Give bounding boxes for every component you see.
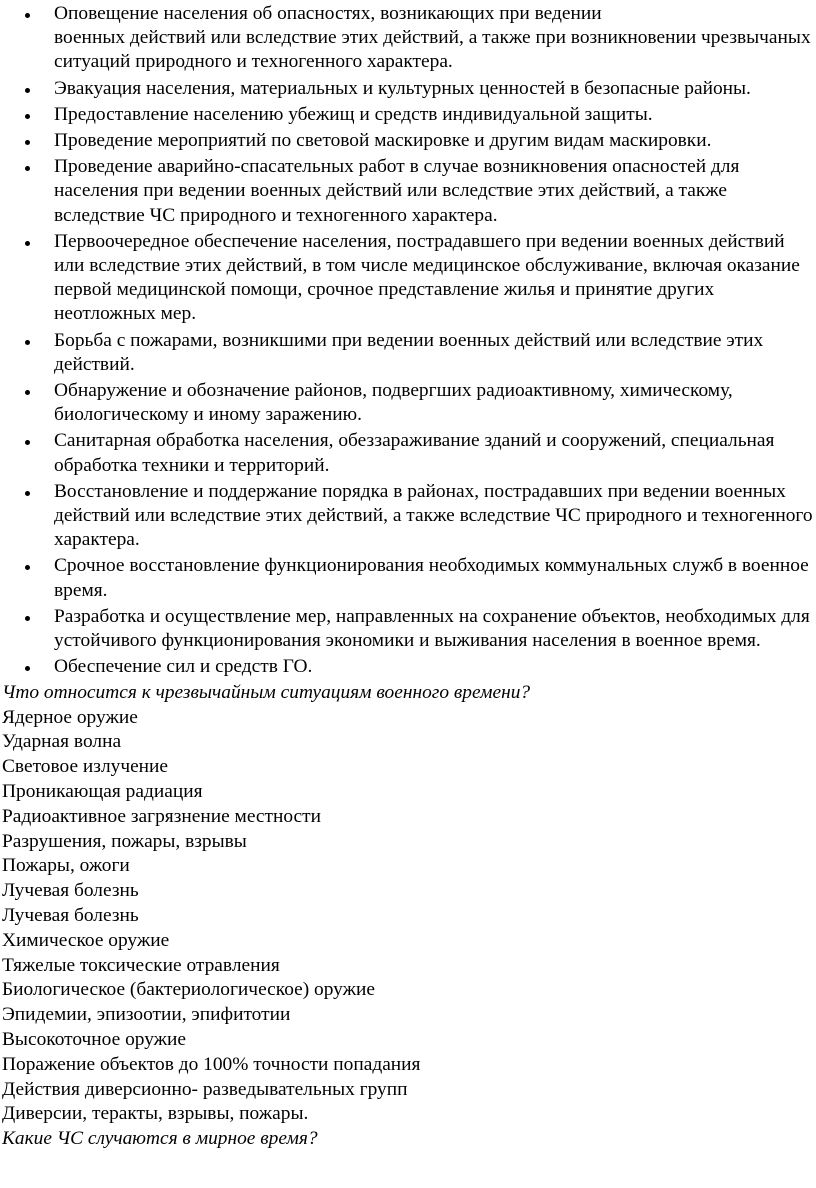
answer-line: Световое излучение (2, 756, 169, 778)
list-item-text: Восстановление и поддержание порядка в районах, пострадавших при ведении военных действий или вследствие этих действий, а также вследствие ЧС природного и техногенного характера. (54, 480, 813, 551)
list-item-text: Разработка и осуществление мер, направленных на сохранение объектов, необходимых для устойчивого функционирования экономики и выживания населения в военное время. (54, 605, 810, 652)
answer-line: Пожары, ожоги (2, 855, 130, 877)
bullet-icon (25, 166, 30, 171)
answer-line: Тяжелые токсические отравления (2, 954, 280, 976)
answer-line: Диверсии, теракты, взрывы, пожары. (2, 1103, 309, 1125)
list-item (0, 230, 816, 327)
answer-line: Проникающая радиация (2, 781, 203, 803)
list-item (0, 655, 816, 679)
list-item (0, 605, 816, 653)
list-item-text: Первоочередное обеспечение населения, пострадавшего при ведении военных действий или вследствие этих действий, в том числе медицинское обслуживание, включая оказание первой медицинской помощи, срочное представление жилья и принятие других неотложных мер. (54, 230, 800, 325)
list-item-text: Обеспечение сил и средств ГО. (54, 656, 313, 678)
question-wartime-emergencies: Что относится к чрезвычайным ситуациям военного времени? (2, 682, 531, 704)
list-item-text: Проведение аварийно-спасательных работ в случае возникновения опасностей для населения при ведении военных действий или вследствие этих действий, а также вследствие ЧС природного и техногенного характера. (54, 156, 740, 226)
list-item-text: Эвакуация населения, материальных и культурных ценностей в безопасные районы. (54, 77, 751, 99)
answer-line: Разрушения, пожары, взрывы (2, 830, 247, 852)
bullet-icon (25, 565, 30, 570)
list-item-text: Борьба с пожарами, возникшими при ведении военных действий или вследствие этих действий. (54, 329, 764, 375)
bullet-icon (25, 390, 30, 395)
question-peacetime-emergencies: Какие ЧС случаются в мирное время? (2, 1128, 318, 1150)
bullet-icon (25, 13, 30, 18)
answer-line: Лучевая болезнь (2, 905, 139, 927)
list-item (0, 429, 816, 477)
list-item (0, 329, 816, 377)
list-item-text: Проведение мероприятий по световой маскировке и другим видам маскировки. (54, 130, 712, 152)
list-item (0, 379, 816, 427)
bullet-icon (25, 440, 30, 445)
list-item (0, 103, 816, 127)
answer-line: Химическое оружие (2, 929, 170, 951)
answer-line: Ядерное оружие (2, 706, 138, 728)
list-item (0, 554, 816, 602)
list-item-text: Обнаружение и обозначение районов, подвергших радиоактивному, химическому, биологическому и иному заражению. (54, 380, 733, 426)
answer-line: Лучевая болезнь (2, 880, 139, 902)
civil-defense-tasks-list (0, 2, 816, 679)
bullet-icon (25, 666, 30, 671)
answer-line: Поражение объектов до 100% точности попадания (2, 1053, 421, 1075)
list-item-text: Предоставление населению убежищ и средств индивидуальной защиты. (54, 103, 653, 125)
bullet-icon (25, 340, 30, 345)
list-item-text: Оповещение населения об опасностях, возникающих при ведении военных действий или вследствие этих действий, а также при возникновении чрезвычаных ситуаций природного и техногенного характера. (54, 3, 811, 73)
list-item-text: Срочное восстановление функционирования необходимых коммунальных служб в военное время. (54, 555, 809, 601)
list-item (0, 77, 816, 101)
bullet-icon (25, 140, 30, 145)
bullet-icon (25, 241, 30, 246)
bullet-icon (25, 88, 30, 93)
answer-line: Высокоточное оружие (2, 1029, 187, 1051)
bullet-icon (25, 491, 30, 496)
list-item (0, 480, 816, 553)
answer-line: Действия диверсионно- разведывательных групп (2, 1078, 408, 1100)
answer-line: Эпидемии, эпизоотии, эпифитотии (2, 1004, 291, 1026)
bullet-icon (25, 114, 30, 119)
list-item (0, 129, 816, 153)
answer-line: Ударная волна (2, 731, 122, 753)
list-item (0, 2, 816, 75)
answer-line: Биологическое (бактериологическое) оружие (2, 979, 375, 1001)
answer-line: Радиоактивное загрязнение местности (2, 805, 322, 827)
list-item (0, 155, 816, 228)
bullet-icon (25, 616, 30, 621)
list-item-text: Санитарная обработка населения, обеззараживание зданий и сооружений, специальная обработка техники и территорий. (54, 430, 775, 476)
wartime-emergencies-list (0, 706, 816, 1128)
